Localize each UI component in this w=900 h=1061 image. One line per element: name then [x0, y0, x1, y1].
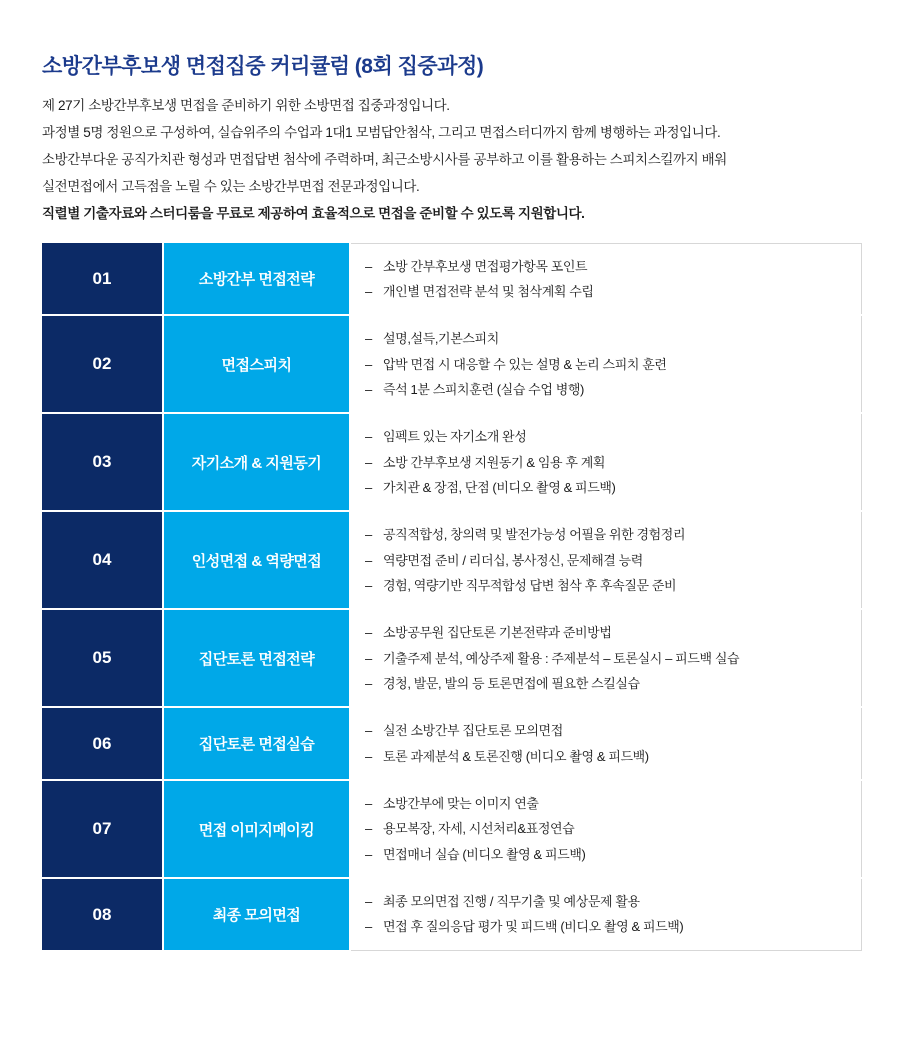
intro-line: 실전면접에서 고득점을 노릴 수 있는 소방간부면접 전문과정입니다. — [42, 178, 420, 194]
detail-list — [365, 791, 861, 867]
detail-list — [365, 718, 861, 769]
detail-item: – 소방간부에 맞는 이미지 연출 — [365, 791, 861, 816]
table-row — [42, 780, 862, 878]
intro-line: 제 27기 소방간부후보생 면접을 준비하기 위한 소방면접 집중과정입니다. — [42, 98, 450, 113]
detail-item: – 경험, 역량기반 직무적합성 답변 첨삭 후 후속질문 준비 — [365, 573, 861, 598]
row-details — [350, 780, 862, 878]
detail-item: – 경청, 발문, 발의 등 토론면접에 필요한 스킬실습 — [365, 671, 861, 696]
detail-item: – 설명,설득,기본스피치 — [365, 326, 861, 351]
detail-item: – 용모복장, 자세, 시선처리&표정연습 — [365, 816, 861, 841]
detail-list — [365, 889, 861, 940]
detail-item: – 즉석 1분 스피치훈련 (실습 수업 병행) — [365, 377, 861, 402]
table-row — [42, 243, 862, 315]
detail-item: – 압박 면접 시 대응할 수 있는 설명 & 논리 스피치 훈련 — [365, 352, 861, 377]
intro-line: 소방간부다운 공직가치관 형성과 면접답변 첨삭에 주력하며, 최근소방시사를 공부하고 이를 활용하는 스피치스킬까지 배워 — [42, 151, 727, 167]
detail-list — [365, 620, 861, 696]
detail-item: – 기출주제 분석, 예상주제 활용 : 주제분석 – 토론실시 – 피드백 실습 — [365, 646, 861, 671]
page-title: 소방간부후보생 면접집중 커리큘럼 (8회 집중과정) — [42, 55, 484, 78]
detail-item: – 공직적합성, 창의력 및 발전가능성 어필을 위한 경험정리 — [365, 522, 861, 547]
detail-item: – 최종 모의면접 진행 / 직무기출 및 예상문제 활용 — [365, 889, 861, 914]
detail-item: – 가치관 & 장점, 단점 (비디오 촬영 & 피드백) — [365, 475, 861, 500]
row-topic: 최종 모의면접 — [163, 878, 350, 950]
table-row — [42, 878, 862, 950]
row-number: 08 — [42, 878, 163, 950]
row-topic: 집단토론 면접전략 — [163, 609, 350, 707]
intro-line: 과정별 5명 정원으로 구성하여, 실습위주의 수업과 1대1 모범답안첨삭, 그리고 면접스터디까지 함께 병행하는 과정입니다. — [42, 124, 721, 140]
detail-list — [365, 424, 861, 500]
row-number: 06 — [42, 707, 163, 780]
table-row — [42, 511, 862, 609]
intro-block — [42, 96, 860, 225]
row-topic: 자기소개 & 지원동기 — [163, 413, 350, 511]
intro-highlight: 직렬별 기출자료와 스터디룸을 무료로 제공하여 효율적으로 면접을 준비할 수 있도록 지원합니다. — [42, 205, 585, 221]
row-details — [350, 707, 862, 780]
row-topic: 인성면접 & 역량면접 — [163, 511, 350, 609]
row-details — [350, 609, 862, 707]
row-number: 05 — [42, 609, 163, 707]
table-row — [42, 609, 862, 707]
row-number: 04 — [42, 511, 163, 609]
table-row — [42, 707, 862, 780]
row-topic: 집단토론 면접실습 — [163, 707, 350, 780]
row-details — [350, 511, 862, 609]
table-row — [42, 315, 862, 413]
detail-item: – 소방 간부후보생 면접평가항목 포인트 — [365, 254, 861, 279]
row-details — [350, 315, 862, 413]
row-topic: 면접 이미지메이킹 — [163, 780, 350, 878]
detail-item: – 면접 후 질의응답 평가 및 피드백 (비디오 촬영 & 피드백) — [365, 914, 861, 939]
detail-item: – 토론 과제분석 & 토론진행 (비디오 촬영 & 피드백) — [365, 744, 861, 769]
row-number: 01 — [42, 243, 163, 315]
detail-item: – 면접매너 실습 (비디오 촬영 & 피드백) — [365, 842, 861, 867]
row-details — [350, 413, 862, 511]
row-topic: 소방간부 면접전략 — [163, 243, 350, 315]
detail-item: – 소방 간부후보생 지원동기 & 임용 후 계획 — [365, 450, 861, 475]
row-number: 03 — [42, 413, 163, 511]
row-topic: 면접스피치 — [163, 315, 350, 413]
detail-item: – 실전 소방간부 집단토론 모의면접 — [365, 718, 861, 743]
row-details — [350, 243, 862, 315]
detail-list — [365, 254, 861, 305]
curriculum-table — [42, 243, 862, 951]
table-row — [42, 413, 862, 511]
curriculum-table-wrap — [40, 243, 860, 951]
row-number: 07 — [42, 780, 163, 878]
detail-item: – 개인별 면접전략 분석 및 첨삭계획 수립 — [365, 279, 861, 304]
detail-list — [365, 326, 861, 402]
detail-item: – 소방공무원 집단토론 기본전략과 준비방법 — [365, 620, 861, 645]
detail-item: – 임펙트 있는 자기소개 완성 — [365, 424, 861, 449]
detail-item: – 역량면접 준비 / 리더십, 봉사정신, 문제해결 능력 — [365, 548, 861, 573]
detail-list — [365, 522, 861, 598]
row-details — [350, 878, 862, 950]
row-number: 02 — [42, 315, 163, 413]
